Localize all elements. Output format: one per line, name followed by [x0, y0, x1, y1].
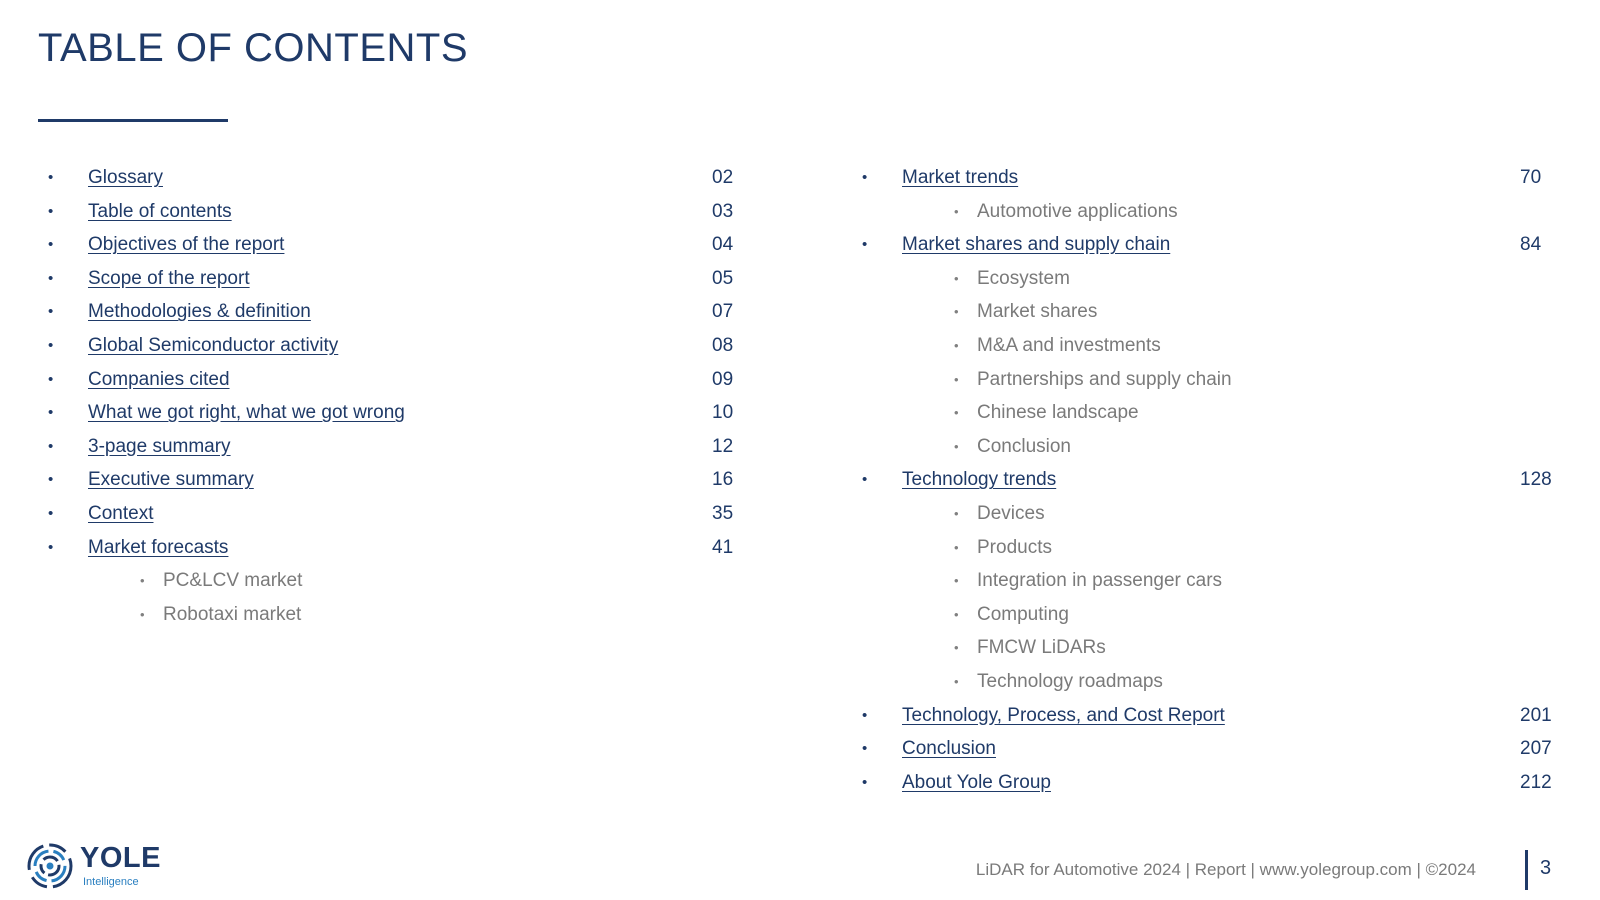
toc-subitem — [48, 564, 748, 598]
toc-item-market-forecasts[interactable] — [48, 531, 748, 565]
bullet-icon: • — [862, 706, 868, 724]
toc-item-objectives[interactable] — [48, 228, 748, 262]
toc-subitem — [862, 430, 1562, 464]
toc-subitem — [862, 329, 1562, 363]
toc-item-market-shares[interactable] — [862, 228, 1562, 262]
toc-link[interactable]: 3-page summary — [88, 435, 231, 457]
toc-page-number: 70 — [1520, 167, 1542, 188]
toc-link[interactable]: Context — [88, 502, 154, 524]
toc-subitem-label: Market shares — [977, 301, 1098, 323]
toc-subitem-label: Ecosystem — [977, 267, 1070, 289]
page-title: TABLE OF CONTENTS — [38, 26, 469, 70]
bullet-icon: • — [862, 169, 868, 186]
yole-logo — [26, 842, 166, 892]
bullet-icon: • — [48, 336, 54, 354]
bullet-icon: • — [954, 640, 959, 656]
bullet-icon: • — [954, 304, 959, 320]
toc-subitem-label: Technology roadmaps — [977, 670, 1163, 692]
toc-page-number: 10 — [712, 402, 734, 424]
footer-text: LiDAR for Automotive 2024 | Report | www.yolegroup.com | ©2024 — [975, 860, 1476, 879]
toc-subitem — [862, 564, 1562, 598]
bullet-icon: • — [48, 370, 54, 388]
toc-subitem — [862, 531, 1562, 565]
toc-page-number: 04 — [712, 234, 734, 256]
bullet-icon: • — [954, 673, 959, 689]
bullet-icon: • — [862, 740, 868, 758]
toc-page-number: 128 — [1520, 469, 1552, 491]
toc-subitem — [862, 396, 1562, 430]
toc-page-number: 207 — [1520, 738, 1552, 760]
toc-page-number: 201 — [1520, 704, 1552, 726]
toc-link[interactable]: Conclusion — [902, 738, 996, 760]
bullet-icon: • — [48, 471, 54, 489]
bullet-icon: • — [954, 405, 959, 421]
toc-subitem — [862, 598, 1562, 632]
bullet-icon: • — [862, 236, 868, 254]
toc-link[interactable]: Technology trends — [902, 469, 1057, 491]
bullet-icon: • — [48, 504, 54, 522]
toc-item-glossary[interactable] — [48, 161, 748, 195]
bullet-icon: • — [48, 538, 54, 556]
toc-item-executive-summary[interactable] — [48, 463, 748, 497]
toc-item-market-trends[interactable] — [862, 161, 1562, 195]
bullet-icon: • — [954, 203, 959, 219]
toc-subitem-label: Integration in passenger cars — [977, 570, 1223, 592]
toc-link[interactable]: What we got right, what we got wrong — [88, 402, 405, 424]
toc-subitem-label: Automotive applications — [977, 200, 1178, 222]
toc-item-what-we-got-right[interactable] — [48, 396, 748, 430]
toc-subitem-label: Computing — [977, 603, 1069, 625]
toc-page-number: 02 — [712, 167, 734, 188]
toc-item-context[interactable] — [48, 497, 748, 531]
toc-item-semiconductor-activity[interactable] — [48, 329, 748, 363]
toc-page-number: 35 — [712, 502, 734, 524]
toc-right-column — [862, 161, 1562, 799]
logo-subtitle: Intelligence — [83, 876, 139, 888]
toc-subitem-label: Chinese landscape — [977, 402, 1139, 424]
bullet-icon: • — [954, 438, 959, 454]
toc-subitem — [862, 665, 1562, 699]
toc-item-3-page-summary[interactable] — [48, 430, 748, 464]
toc-link[interactable]: Technology, Process, and Cost Report — [902, 704, 1225, 726]
toc-page-number: 84 — [1520, 234, 1542, 256]
toc-subitem — [862, 195, 1562, 229]
toc-page-number: 09 — [712, 368, 734, 390]
bullet-icon: • — [954, 337, 959, 353]
toc-page-number: 07 — [712, 301, 734, 323]
toc-subitem-label: Devices — [977, 502, 1045, 524]
toc-page-number: 41 — [712, 536, 734, 558]
toc-item-technology-trends[interactable] — [862, 463, 1562, 497]
toc-link[interactable]: Executive summary — [88, 469, 254, 491]
bullet-icon: • — [48, 303, 54, 321]
bullet-icon: • — [48, 202, 54, 220]
toc-link[interactable]: Market shares and supply chain — [902, 234, 1171, 256]
toc-page-number: 16 — [712, 469, 734, 491]
bullet-icon: • — [48, 236, 54, 254]
bullet-icon: • — [862, 773, 868, 791]
toc-link[interactable]: Table of contents — [88, 200, 232, 222]
footer-divider — [1525, 850, 1528, 890]
toc-link[interactable]: Market trends — [902, 167, 1019, 188]
toc-item-technology-process-cost[interactable] — [862, 699, 1562, 733]
bullet-icon: • — [954, 270, 959, 286]
title-underline — [38, 119, 228, 122]
toc-subitem — [862, 497, 1562, 531]
toc-left-column — [48, 161, 748, 631]
toc-link[interactable]: Objectives of the report — [88, 234, 285, 256]
toc-item-about-yole[interactable] — [862, 766, 1562, 800]
toc-link[interactable]: Glossary — [88, 167, 163, 188]
toc-item-conclusion[interactable] — [862, 732, 1562, 766]
bullet-icon: • — [862, 471, 868, 489]
bullet-icon: • — [48, 437, 54, 455]
bullet-icon: • — [140, 606, 145, 622]
bullet-icon: • — [954, 573, 959, 589]
toc-subitem — [862, 262, 1562, 296]
toc-subitem — [862, 631, 1562, 665]
page-number: 3 — [1540, 857, 1552, 879]
toc-subitem-label: Conclusion — [977, 435, 1071, 457]
bullet-icon: • — [48, 169, 54, 186]
toc-link[interactable]: About Yole Group — [902, 771, 1051, 793]
bullet-icon: • — [954, 606, 959, 622]
toc-link[interactable]: Methodologies & definition — [88, 301, 311, 323]
toc-subitem-label: Robotaxi market — [163, 603, 302, 625]
toc-subitem — [862, 295, 1562, 329]
toc-subitem-label: FMCW LiDARs — [977, 637, 1106, 659]
toc-item-companies-cited[interactable] — [48, 363, 748, 397]
toc-link[interactable]: Global Semiconductor activity — [88, 334, 339, 356]
toc-page-number: 212 — [1520, 771, 1552, 793]
logo-name: YOLE — [80, 842, 161, 874]
yole-logo-icon — [26, 842, 74, 890]
toc-subitem-label: Partnerships and supply chain — [977, 368, 1232, 390]
bullet-icon: • — [48, 404, 54, 422]
toc-page-number: 12 — [712, 435, 734, 457]
bullet-icon: • — [48, 269, 54, 287]
toc-link[interactable]: Market forecasts — [88, 536, 229, 558]
toc-item-scope[interactable] — [48, 262, 748, 296]
toc-page-number: 08 — [712, 334, 734, 356]
toc-subitem-label: Products — [977, 536, 1052, 558]
toc-subitem-label: M&A and investments — [977, 334, 1161, 356]
toc-subitem — [48, 598, 748, 632]
toc-link[interactable]: Companies cited — [88, 368, 230, 390]
toc-page-number: 05 — [712, 267, 734, 289]
toc-subitem — [862, 363, 1562, 397]
bullet-icon: • — [954, 539, 959, 555]
toc-link[interactable]: Scope of the report — [88, 267, 250, 289]
bullet-icon: • — [140, 573, 145, 589]
toc-item-methodologies[interactable] — [48, 295, 748, 329]
toc-subitem-label: PC&LCV market — [163, 570, 303, 592]
bullet-icon: • — [954, 371, 959, 387]
toc-item-table-of-contents[interactable] — [48, 195, 748, 229]
toc-page-number: 03 — [712, 200, 734, 222]
bullet-icon: • — [954, 505, 959, 521]
